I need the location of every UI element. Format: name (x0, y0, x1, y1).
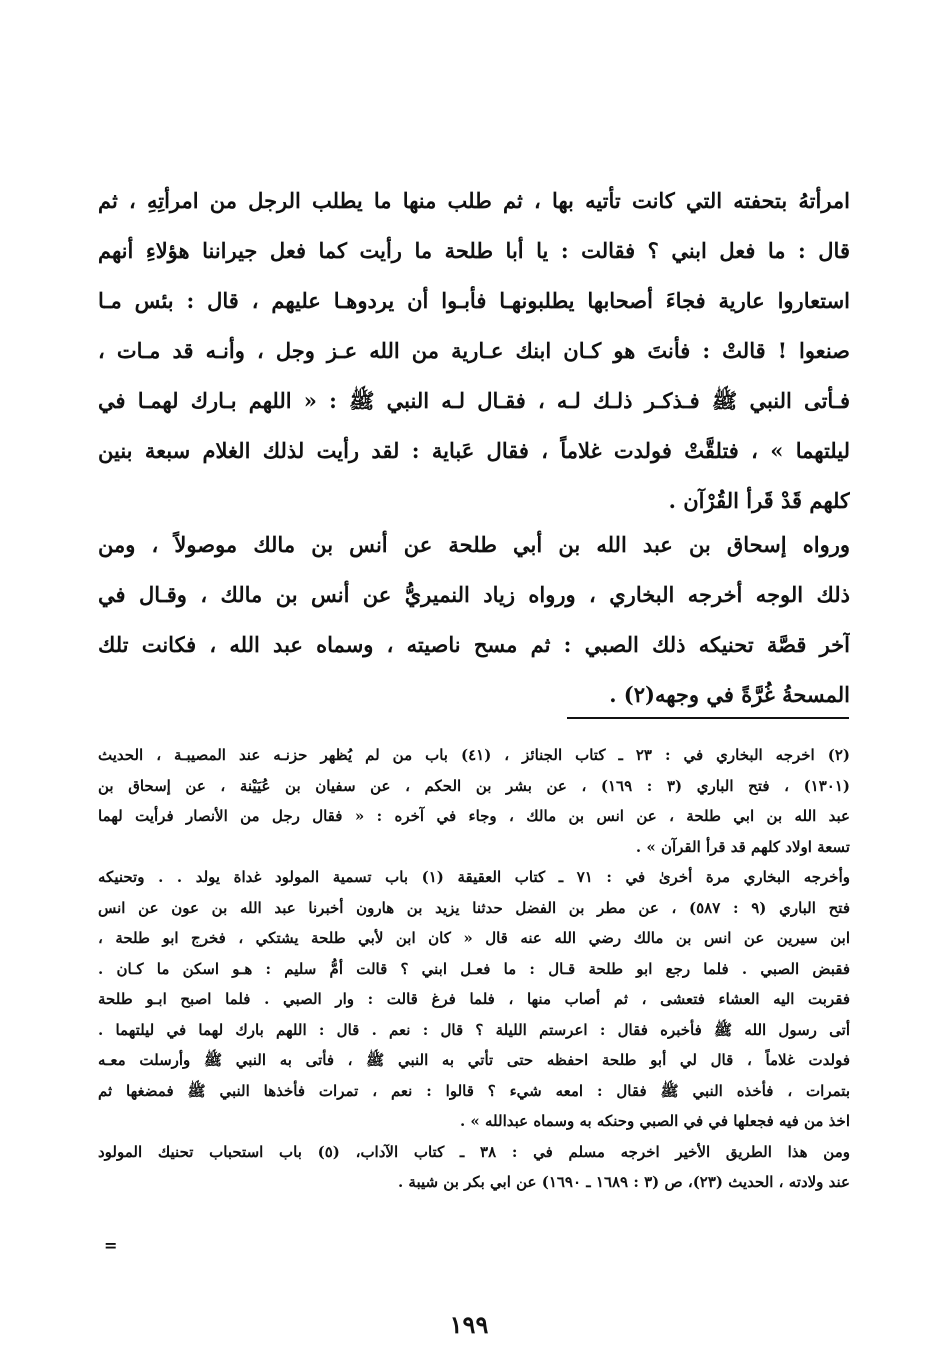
footnote-line: وأخرجه البخاري مرة أخرىٰ في : ٧١ ـ كتاب العقيقة (١) باب تسمية المولود غداة يولد . . وتحنيكه (98, 868, 850, 886)
main-paragraph (98, 176, 850, 526)
text-line: ذلك الوجه أخرجه البخاري ، ورواه زياد النميريُّ عن أنس بن مالك ، وقـال في (98, 582, 850, 607)
footnote-line: (١٣٠١) ، فتح الباري (٣ : ١٦٩) ، عن بشر بن الحكم ، عن سفيان بن عُيَيْنة ، عن إسحاق بن (98, 776, 850, 795)
footnote-line: فقبض الصبي . فلما رجع ابو طلحة قـال : ما فعـل ابني ؟ قالت أمُّ سليم : هـو اسكن ما كـان . (98, 959, 850, 978)
text-line: فـأتى النبي ﷺ فـذكـر ذلـك لـه ، فقـال لـه النبي ﷺ : « اللهم بـارك لهمـا في (98, 388, 850, 413)
text-line: آخر قصَّة تحنيكه ذلك الصبي : ثم مسح ناصيته ، وسماه عبد الله ، فكانت تلك (98, 632, 850, 657)
page-number: ١٩٩ (449, 1310, 489, 1339)
footnote-line: بتمرات ، فأخذه النبي ﷺ فقال : امعه شيء ؟ قالوا : نعم ، تمرات فأخذها النبي ﷺ فمضغها ثم (98, 1081, 850, 1100)
footnote-line: ابن سيرين عن انس بن مالك رضي الله عنه قال « كان ابن لأبي طلحة يشتكي ، فخرج ابو طلحة ، (98, 929, 850, 947)
footnote-line: فولدت غلاماً ، قال لي أبو طلحة احفظه حتى تأتي به النبي ﷺ ، فأتى به النبي ﷺ وأرسلت معـه (98, 1051, 850, 1069)
text-line: كلهم قَدْ قَرأ القُرْآن . (668, 488, 850, 513)
footnote-line: تسعة اولاد كلهم قد قرأ القرآن » . (635, 837, 850, 856)
text-line: استعاروا عارية فجاءَ أصحابها يطلبونهـا فأبـوا أن يردوهـا عليهم ، قال : بئس مـا (98, 288, 850, 313)
second-paragraph (98, 520, 850, 720)
footnote-line: (٢) اخرجه البخاري في : ٢٣ ـ كتاب الجنائز ، (٤١) باب من لم يُظهر حزنـه عند المصيبـة ، الحديث (98, 746, 850, 764)
text-line: قال : ما فعل ابني ؟ فقالت : يا أبا طلحة ما رأيت كما فعل جيراننا هؤلاءِ أنهم (98, 238, 850, 263)
text-line: امرأتهُ بتحفته التي كانت تأتيه بها ، ثم طلب منها ما يطلب الرجل من امرأتِهِ ، ثم (98, 188, 850, 213)
text-line: ورواه إسحاق بن عبد الله بن أبي طلحة عن أنس بن مالك موصولاً ، ومن (98, 532, 850, 557)
footnote-line: اخذ من فيه فجعلها في في الصبي وحنكه به وسماه عبدالله » . (459, 1112, 850, 1130)
continuation-mark: = (104, 1236, 118, 1255)
footnotes (98, 740, 850, 1198)
footnote-line: ومن هذا الطريق الأخير اخرجه مسلم في : ٣٨ ـ كتاب الآداب، (٥) باب استحباب تحنيك المولود (98, 1142, 850, 1161)
footnote-line: فتح الباري (٩ : ٥٨٧) ، عن مطر بن الفضل حدثنا يزيد بن هارون أخبرنا عبد الله بن عون عن انس (98, 898, 850, 917)
footnote-line: فقربت اليه العشاء فتعشى ، ثم أصاب منها ، فلما فرغ قالت : وار الصبي . فلما اصبح ابـو طلحة (98, 990, 850, 1008)
text-line: ليلتهما » ، فتلقَّتْ فولدت غلاماً ، فقال عَباية : لقد رأيت لذلك الغلام سبعة بنين (98, 438, 850, 463)
footnote-line: أتى رسول الله ﷺ فأخبره فقال : اعرستم الليلة ؟ قال : نعم . قال : اللهم بارك لهما في ليلتهما . (98, 1020, 850, 1039)
text-line: المسحةُ غُرَّةً في وجهه(٢) . (609, 682, 850, 707)
footnote-divider (567, 717, 849, 719)
footnote-line: عند ولادته ، الحديث (٢٣)، ص (٣ : ١٦٨٩ ـ ١٦٩٠) عن ابي بكر بن شيبة . (397, 1173, 850, 1191)
footnote-line: عبد الله بن ابي طلحة ، عن انس بن مالك ، وجاء في آخره : « فقال رجل من الأنصار فرأيت لهما (98, 807, 850, 825)
text-line: صنعوا ! قالتْ : فأنتَ هو كـان ابنك عـارية من الله عـز وجل ، وأنـه قد مـات ، (98, 338, 850, 363)
